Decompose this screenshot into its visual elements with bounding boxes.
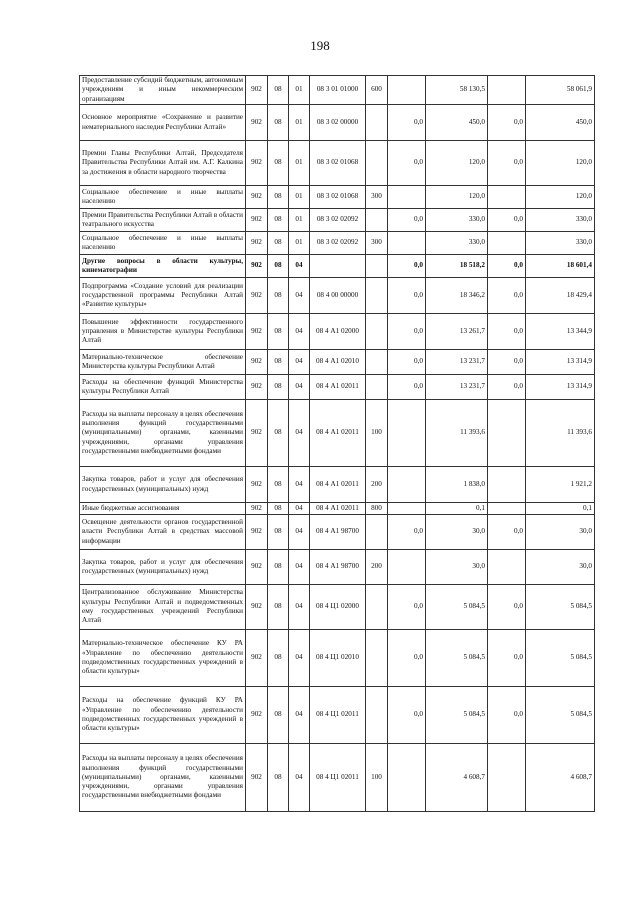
table-row bbox=[80, 186, 595, 209]
amount-year1: 0,1 bbox=[426, 503, 488, 515]
row-name: Расходы на выплаты персоналу в целях обеспечения выполнения функций государственными (муниципальными) органами, казенными учреждениями, органами управления государственными внебюджетными фондами bbox=[80, 400, 246, 467]
amount-change-year2 bbox=[488, 467, 526, 503]
amount-year2: 5 084,5 bbox=[526, 630, 595, 687]
amount-year1: 120,0 bbox=[426, 141, 488, 186]
target-article-code: 08 4 Ц1 02000 bbox=[310, 585, 366, 630]
section-code: 08 bbox=[268, 278, 289, 314]
section-code: 08 bbox=[268, 400, 289, 467]
amount-change-year1: 0,0 bbox=[388, 278, 426, 314]
subsection-code: 04 bbox=[289, 278, 310, 314]
amount-year2: 0,1 bbox=[526, 503, 595, 515]
target-article-code: 08 4 А1 02011 bbox=[310, 503, 366, 515]
target-article-code: 08 4 Ц1 02011 bbox=[310, 744, 366, 812]
row-name: Премии Правительства Республики Алтай в области театрального искусства bbox=[80, 209, 246, 232]
target-article-code: 08 4 Ц1 02011 bbox=[310, 687, 366, 744]
amount-year2: 13 314,9 bbox=[526, 375, 595, 400]
amount-year2: 18 601,4 bbox=[526, 255, 595, 278]
section-code: 08 bbox=[268, 76, 289, 105]
amount-year2: 30,0 bbox=[526, 515, 595, 550]
admin-code: 902 bbox=[246, 350, 268, 375]
admin-code: 902 bbox=[246, 467, 268, 503]
target-article-code: 08 3 02 02092 bbox=[310, 232, 366, 255]
amount-year1: 13 231,7 bbox=[426, 350, 488, 375]
subsection-code: 04 bbox=[289, 515, 310, 550]
amount-year1: 18 346,2 bbox=[426, 278, 488, 314]
amount-change-year2: 0,0 bbox=[488, 141, 526, 186]
amount-year2: 120,0 bbox=[526, 141, 595, 186]
amount-year2: 120,0 bbox=[526, 186, 595, 209]
section-code: 08 bbox=[268, 141, 289, 186]
amount-change-year1: 0,0 bbox=[388, 630, 426, 687]
amount-change-year1 bbox=[388, 503, 426, 515]
amount-year2: 330,0 bbox=[526, 209, 595, 232]
amount-change-year1: 0,0 bbox=[388, 105, 426, 141]
subsection-code: 04 bbox=[289, 314, 310, 350]
admin-code: 902 bbox=[246, 375, 268, 400]
amount-change-year2: 0,0 bbox=[488, 255, 526, 278]
table-row bbox=[80, 350, 595, 375]
amount-year1: 30,0 bbox=[426, 515, 488, 550]
row-name: Основное мероприятие «Сохранение и развитие нематериального наследия Республики Алтай» bbox=[80, 105, 246, 141]
table-row bbox=[80, 375, 595, 400]
amount-change-year1: 0,0 bbox=[388, 585, 426, 630]
subsection-code: 04 bbox=[289, 744, 310, 812]
section-code: 08 bbox=[268, 687, 289, 744]
row-name: Иные бюджетные ассигнования bbox=[80, 503, 246, 515]
admin-code: 902 bbox=[246, 232, 268, 255]
row-name: Предоставление субсидий бюджетным, автономным учреждениям и иным некоммерческим организациям bbox=[80, 76, 246, 105]
amount-change-year1 bbox=[388, 400, 426, 467]
amount-change-year2: 0,0 bbox=[488, 687, 526, 744]
amount-year2: 330,0 bbox=[526, 232, 595, 255]
subsection-code: 01 bbox=[289, 209, 310, 232]
amount-change-year2: 0,0 bbox=[488, 105, 526, 141]
amount-year1: 13 261,7 bbox=[426, 314, 488, 350]
amount-year2: 30,0 bbox=[526, 550, 595, 585]
target-article-code: 08 3 01 01000 bbox=[310, 76, 366, 105]
amount-change-year2 bbox=[488, 400, 526, 467]
row-name: Материально-техническое обеспечение Министерства культуры Республики Алтай bbox=[80, 350, 246, 375]
table-row bbox=[80, 209, 595, 232]
subsection-code: 04 bbox=[289, 375, 310, 400]
target-article-code: 08 4 А1 02010 bbox=[310, 350, 366, 375]
target-article-code: 08 4 А1 02011 bbox=[310, 375, 366, 400]
amount-change-year2 bbox=[488, 503, 526, 515]
section-code: 08 bbox=[268, 232, 289, 255]
amount-change-year1 bbox=[388, 232, 426, 255]
amount-change-year1: 0,0 bbox=[388, 350, 426, 375]
amount-change-year2: 0,0 bbox=[488, 278, 526, 314]
subsection-code: 01 bbox=[289, 141, 310, 186]
target-article-code: 08 3 02 01068 bbox=[310, 141, 366, 186]
admin-code: 902 bbox=[246, 105, 268, 141]
amount-change-year1 bbox=[388, 744, 426, 812]
admin-code: 902 bbox=[246, 630, 268, 687]
target-article-code: 08 4 А1 98700 bbox=[310, 515, 366, 550]
amount-year1: 5 084,5 bbox=[426, 630, 488, 687]
amount-year1: 330,0 bbox=[426, 209, 488, 232]
amount-year1: 30,0 bbox=[426, 550, 488, 585]
expense-type-code bbox=[366, 314, 388, 350]
amount-year1: 58 130,5 bbox=[426, 76, 488, 105]
amount-year2: 5 084,5 bbox=[526, 585, 595, 630]
amount-year1: 1 838,0 bbox=[426, 467, 488, 503]
amount-change-year2 bbox=[488, 76, 526, 105]
subsection-code: 04 bbox=[289, 630, 310, 687]
expense-type-code bbox=[366, 278, 388, 314]
section-code: 08 bbox=[268, 375, 289, 400]
subsection-code: 04 bbox=[289, 503, 310, 515]
admin-code: 902 bbox=[246, 186, 268, 209]
amount-change-year1 bbox=[388, 76, 426, 105]
page-number: 198 bbox=[310, 38, 330, 53]
section-code: 08 bbox=[268, 515, 289, 550]
section-code: 08 bbox=[268, 550, 289, 585]
amount-change-year1: 0,0 bbox=[388, 515, 426, 550]
expense-type-code bbox=[366, 515, 388, 550]
table-row bbox=[80, 503, 595, 515]
table-row bbox=[80, 232, 595, 255]
amount-year1: 450,0 bbox=[426, 105, 488, 141]
admin-code: 902 bbox=[246, 400, 268, 467]
amount-year2: 1 921,2 bbox=[526, 467, 595, 503]
target-article-code bbox=[310, 255, 366, 278]
row-name: Социальное обеспечение и иные выплаты населению bbox=[80, 232, 246, 255]
table-row bbox=[80, 585, 595, 630]
expense-type-code bbox=[366, 350, 388, 375]
row-name: Закупка товаров, работ и услуг для обеспечения государственных (муниципальных) нужд bbox=[80, 467, 246, 503]
amount-year1: 13 231,7 bbox=[426, 375, 488, 400]
amount-year2: 13 344,9 bbox=[526, 314, 595, 350]
amount-change-year1: 0,0 bbox=[388, 314, 426, 350]
admin-code: 902 bbox=[246, 76, 268, 105]
expense-type-code bbox=[366, 105, 388, 141]
subsection-code: 04 bbox=[289, 687, 310, 744]
amount-change-year2: 0,0 bbox=[488, 375, 526, 400]
admin-code: 902 bbox=[246, 503, 268, 515]
table-row bbox=[80, 630, 595, 687]
subsection-code: 04 bbox=[289, 550, 310, 585]
section-code: 08 bbox=[268, 186, 289, 209]
amount-year1: 4 608,7 bbox=[426, 744, 488, 812]
table-row bbox=[80, 467, 595, 503]
target-article-code: 08 4 А1 02011 bbox=[310, 467, 366, 503]
expense-type-code: 100 bbox=[366, 744, 388, 812]
table-row bbox=[80, 687, 595, 744]
subsection-code: 01 bbox=[289, 186, 310, 209]
table-row bbox=[80, 278, 595, 314]
amount-year2: 13 314,9 bbox=[526, 350, 595, 375]
amount-change-year1: 0,0 bbox=[388, 687, 426, 744]
amount-year2: 58 061,9 bbox=[526, 76, 595, 105]
admin-code: 902 bbox=[246, 744, 268, 812]
section-code: 08 bbox=[268, 503, 289, 515]
expense-type-code bbox=[366, 375, 388, 400]
table-row bbox=[80, 744, 595, 812]
table-row bbox=[80, 141, 595, 186]
section-code: 08 bbox=[268, 105, 289, 141]
target-article-code: 08 3 02 02092 bbox=[310, 209, 366, 232]
admin-code: 902 bbox=[246, 585, 268, 630]
row-name: Повышение эффективности государственного управления в Министерстве культуры Республики Алтай bbox=[80, 314, 246, 350]
admin-code: 902 bbox=[246, 278, 268, 314]
table-row bbox=[80, 255, 595, 278]
target-article-code: 08 4 А1 02000 bbox=[310, 314, 366, 350]
row-name: Подпрограмма «Создание условий для реализации государственной программы Республики Алтай «Развитие культуры» bbox=[80, 278, 246, 314]
amount-change-year2 bbox=[488, 744, 526, 812]
expense-type-code: 600 bbox=[366, 76, 388, 105]
row-name: Расходы на обеспечение функций Министерства культуры Республики Алтай bbox=[80, 375, 246, 400]
section-code: 08 bbox=[268, 630, 289, 687]
table-row bbox=[80, 550, 595, 585]
target-article-code: 08 3 02 00000 bbox=[310, 105, 366, 141]
table-row bbox=[80, 105, 595, 141]
amount-change-year1 bbox=[388, 467, 426, 503]
table-row bbox=[80, 515, 595, 550]
row-name: Социальное обеспечение и иные выплаты населению bbox=[80, 186, 246, 209]
amount-change-year2: 0,0 bbox=[488, 314, 526, 350]
amount-year1: 330,0 bbox=[426, 232, 488, 255]
subsection-code: 04 bbox=[289, 467, 310, 503]
expense-type-code bbox=[366, 687, 388, 744]
admin-code: 902 bbox=[246, 209, 268, 232]
admin-code: 902 bbox=[246, 314, 268, 350]
amount-year2: 11 393,6 bbox=[526, 400, 595, 467]
amount-year2: 18 429,4 bbox=[526, 278, 595, 314]
budget-table bbox=[79, 75, 595, 812]
amount-change-year2 bbox=[488, 186, 526, 209]
amount-year2: 5 084,5 bbox=[526, 687, 595, 744]
amount-year1: 11 393,6 bbox=[426, 400, 488, 467]
section-code: 08 bbox=[268, 467, 289, 503]
subsection-code: 04 bbox=[289, 585, 310, 630]
amount-year1: 5 084,5 bbox=[426, 687, 488, 744]
admin-code: 902 bbox=[246, 255, 268, 278]
amount-change-year2 bbox=[488, 550, 526, 585]
target-article-code: 08 4 А1 98700 bbox=[310, 550, 366, 585]
subsection-code: 04 bbox=[289, 350, 310, 375]
expense-type-code bbox=[366, 585, 388, 630]
section-code: 08 bbox=[268, 255, 289, 278]
amount-year1: 5 084,5 bbox=[426, 585, 488, 630]
amount-year1: 18 518,2 bbox=[426, 255, 488, 278]
expense-type-code: 800 bbox=[366, 503, 388, 515]
admin-code: 902 bbox=[246, 515, 268, 550]
amount-change-year2: 0,0 bbox=[488, 630, 526, 687]
row-name: Премии Главы Республики Алтай, Председателя Правительства Республики Алтай им. А.Г. Калкина за достижения в области народного творчества bbox=[80, 141, 246, 186]
target-article-code: 08 4 А1 02011 bbox=[310, 400, 366, 467]
subsection-code: 04 bbox=[289, 255, 310, 278]
amount-change-year2: 0,0 bbox=[488, 585, 526, 630]
section-code: 08 bbox=[268, 350, 289, 375]
section-code: 08 bbox=[268, 314, 289, 350]
table-row bbox=[80, 400, 595, 467]
expense-type-code: 100 bbox=[366, 400, 388, 467]
subsection-code: 01 bbox=[289, 232, 310, 255]
section-code: 08 bbox=[268, 585, 289, 630]
section-code: 08 bbox=[268, 209, 289, 232]
expense-type-code bbox=[366, 141, 388, 186]
amount-change-year2: 0,0 bbox=[488, 350, 526, 375]
admin-code: 902 bbox=[246, 550, 268, 585]
amount-year2: 4 608,7 bbox=[526, 744, 595, 812]
expense-type-code: 300 bbox=[366, 186, 388, 209]
expense-type-code: 200 bbox=[366, 550, 388, 585]
subsection-code: 01 bbox=[289, 105, 310, 141]
row-name: Расходы на обеспечение функций КУ РА «Управление по обеспечению деятельности подведомственных государственных учреждений в области культуры» bbox=[80, 687, 246, 744]
expense-type-code: 200 bbox=[366, 467, 388, 503]
amount-change-year2: 0,0 bbox=[488, 209, 526, 232]
subsection-code: 01 bbox=[289, 76, 310, 105]
expense-type-code: 300 bbox=[366, 232, 388, 255]
amount-change-year1 bbox=[388, 186, 426, 209]
expense-type-code bbox=[366, 209, 388, 232]
expense-type-code bbox=[366, 255, 388, 278]
amount-change-year2 bbox=[488, 232, 526, 255]
amount-year1: 120,0 bbox=[426, 186, 488, 209]
amount-change-year1: 0,0 bbox=[388, 141, 426, 186]
row-name: Другие вопросы в области культуры, кинематографии bbox=[80, 255, 246, 278]
target-article-code: 08 4 00 00000 bbox=[310, 278, 366, 314]
row-name: Закупка товаров, работ и услуг для обеспечения государственных (муниципальных) нужд bbox=[80, 550, 246, 585]
row-name: Материально-техническое обеспечение КУ РА «Управление по обеспечению деятельности подведомственных государственных учреждений в области культуры» bbox=[80, 630, 246, 687]
row-name: Расходы на выплаты персоналу в целях обеспечения выполнения функций государственными (муниципальными) органами, казенными учреждениями, органами управления государственными внебюджетными фондами bbox=[80, 744, 246, 812]
admin-code: 902 bbox=[246, 687, 268, 744]
row-name: Централизованное обслуживание Министерства культуры Республики Алтай и подведомственных ему государственных учреждений Республики Алтай bbox=[80, 585, 246, 630]
amount-change-year2: 0,0 bbox=[488, 515, 526, 550]
amount-year2: 450,0 bbox=[526, 105, 595, 141]
subsection-code: 04 bbox=[289, 400, 310, 467]
amount-change-year1: 0,0 bbox=[388, 375, 426, 400]
section-code: 08 bbox=[268, 744, 289, 812]
target-article-code: 08 3 02 01068 bbox=[310, 186, 366, 209]
amount-change-year1: 0,0 bbox=[388, 209, 426, 232]
table-row bbox=[80, 314, 595, 350]
amount-change-year1 bbox=[388, 550, 426, 585]
target-article-code: 08 4 Ц1 02010 bbox=[310, 630, 366, 687]
row-name: Освещение деятельности органов государственной власти Республики Алтай в средствах массовой информации bbox=[80, 515, 246, 550]
table-row bbox=[80, 76, 595, 105]
expense-type-code bbox=[366, 630, 388, 687]
admin-code: 902 bbox=[246, 141, 268, 186]
amount-change-year1: 0,0 bbox=[388, 255, 426, 278]
